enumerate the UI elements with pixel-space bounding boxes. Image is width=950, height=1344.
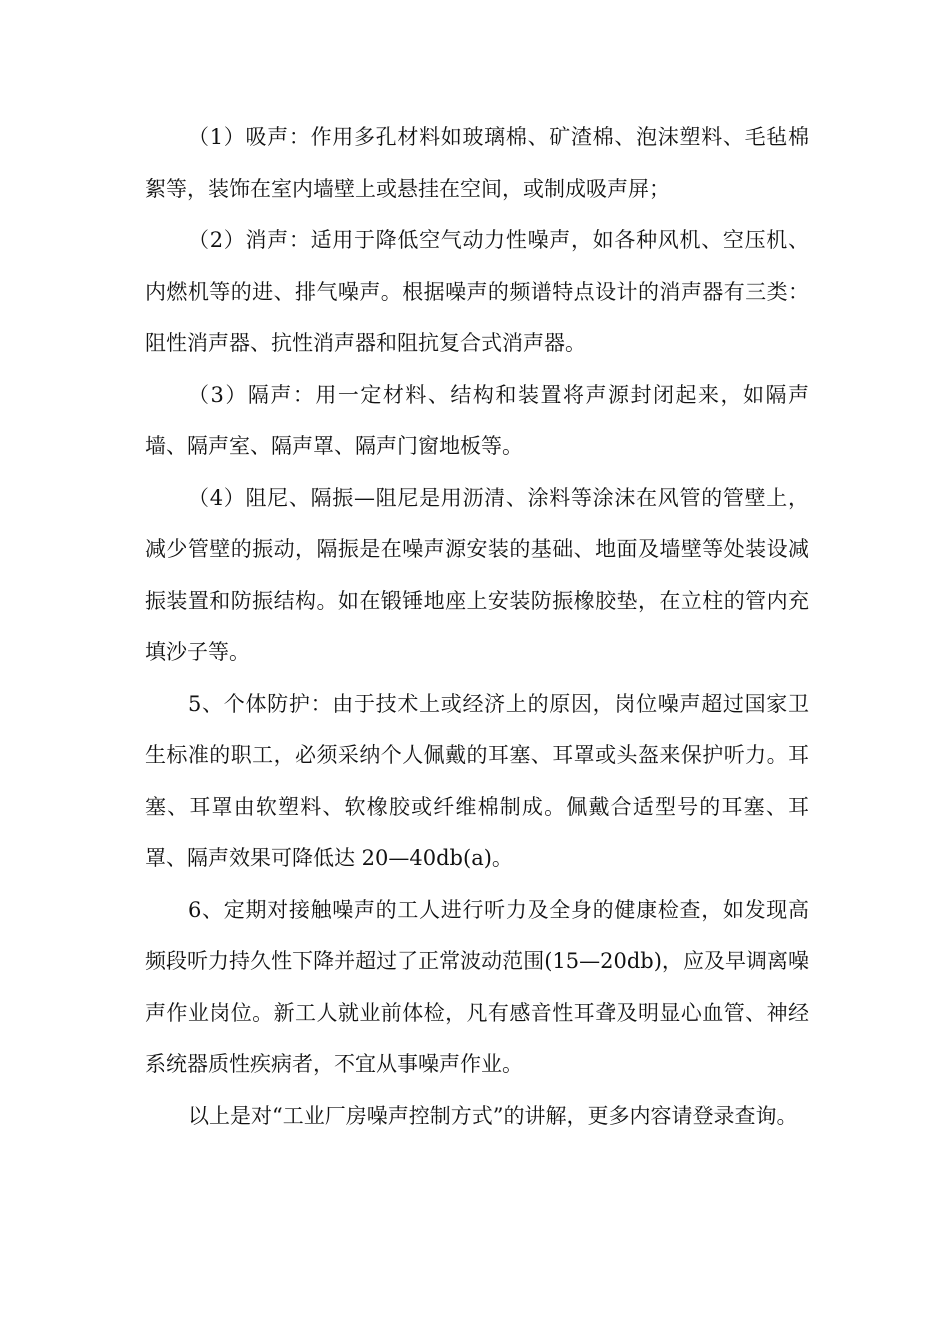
paragraph-conclusion: 以上是对“工业厂房噪声控制方式”的讲解，更多内容请登录查询。 bbox=[188, 1103, 798, 1128]
paragraph-personal-protection: 5、个体防护：由于技术上或经济上的原因，岗位噪声超过国家卫生标准的职工，必须采纳个人佩戴的耳塞、耳罩或头盔来保护听力。耳塞、耳罩由软塑料、软橡胶或纤维棉制成。佩戴合适型号的耳塞、耳罩、隔声效果可降低达 20—40db(a)。 bbox=[145, 691, 809, 870]
paragraph-sound-insulation: （3）隔声：用一定材料、结构和装置将声源封闭起来，如隔声墙、隔声室、隔声罩、隔声门窗地板等。 bbox=[145, 382, 809, 458]
paragraph-health-check: 6、定期对接触噪声的工人进行听力及全身的健康检查，如发现高频段听力持久性下降并超过了正常波动范围(15—20db)，应及早调离噪声作业岗位。新工人就业前体检，凡有感音性耳聋及明显心血管、神经系统器质性疾病者，不宜从事噪声作业。 bbox=[145, 897, 809, 1076]
document-body bbox=[145, 112, 809, 1142]
paragraph-muffling: （2）消声：适用于降低空气动力性噪声，如各种风机、空压机、内燃机等的进、排气噪声。根据噪声的频谱特点设计的消声器有三类：阻性消声器、抗性消声器和阻抗复合式消声器。 bbox=[145, 228, 809, 355]
paragraph-sound-absorption: （1）吸声：作用多孔材料如玻璃棉、矿渣棉、泡沫塑料、毛毡棉絮等，装饰在室内墙壁上或悬挂在空间，或制成吸声屏； bbox=[145, 125, 809, 201]
paragraph-damping-vibration-isolation: （4）阻尼、隔振—阻尼是用沥清、涂料等涂沫在风管的管壁上，减少管壁的振动，隔振是在噪声源安装的基础、地面及墙壁等处装设减振装置和防振结构。如在锻锤地座上安装防振橡胶垫，在立柱的管内充填沙子等。 bbox=[145, 485, 809, 664]
